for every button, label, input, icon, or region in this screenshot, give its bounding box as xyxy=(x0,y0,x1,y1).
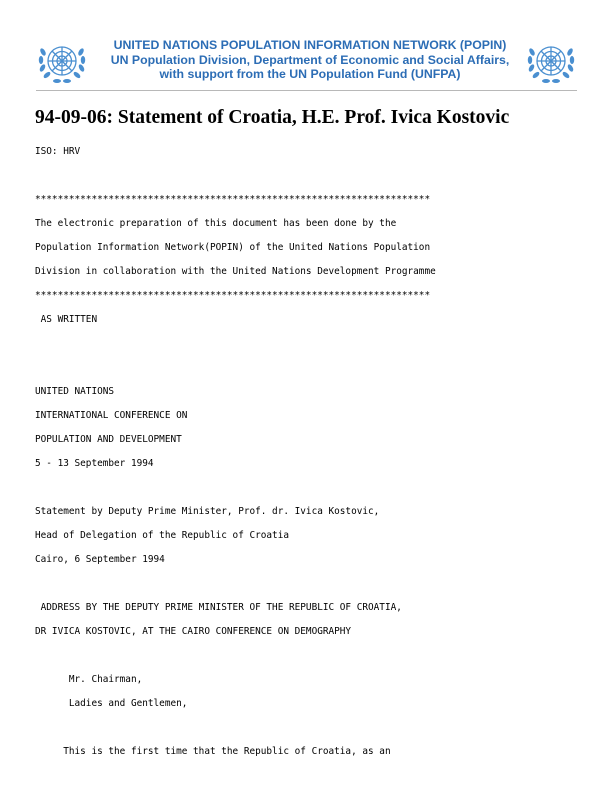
statement-by-line: Statement by Deputy Prime Minister, Prof. dr. Ivica Kostovic, xyxy=(35,506,380,517)
org-name: UNITED NATIONS xyxy=(35,386,115,397)
separator-stars: ********************************************************************** xyxy=(35,194,431,205)
salutation-line: Mr. Chairman, xyxy=(35,674,143,685)
header-line-3: with support from the UN Population Fund (UNFPA) xyxy=(159,67,461,81)
delegation-line: Head of Delegation of the Republic of Croatia xyxy=(35,530,289,541)
header-line-2: UN Population Division, Department of Economic and Social Affairs, xyxy=(110,52,510,67)
iso-code: ISO: HRV xyxy=(35,146,81,157)
un-emblem-icon xyxy=(526,38,576,88)
prep-note-line: Population Information Network(POPIN) of the United Nations Population xyxy=(35,242,431,253)
header-divider xyxy=(36,90,577,91)
un-emblem-icon xyxy=(37,38,87,88)
as-written-note: AS WRITTEN xyxy=(35,314,98,325)
salutation-line: Ladies and Gentlemen, xyxy=(35,698,188,709)
conference-name-line: INTERNATIONAL CONFERENCE ON xyxy=(35,410,188,421)
popin-header-title xyxy=(90,38,530,82)
place-date-line: Cairo, 6 September 1994 xyxy=(35,554,165,565)
body-paragraph: This is the first time that the Republic of Croatia, as an xyxy=(35,746,391,757)
prep-note-line: The electronic preparation of this document has been done by the xyxy=(35,218,397,229)
address-heading-line: ADDRESS BY THE DEPUTY PRIME MINISTER OF THE REPUBLIC OF CROATIA, xyxy=(35,602,402,613)
prep-note-line: Division in collaboration with the United Nations Development Programme xyxy=(35,266,436,277)
conference-dates: 5 - 13 September 1994 xyxy=(35,458,154,469)
address-heading-line: DR IVICA KOSTOVIC, AT THE CAIRO CONFERENCE ON DEMOGRAPHY xyxy=(35,626,352,637)
page-header xyxy=(0,0,612,92)
document-title: 94-09-06: Statement of Croatia, H.E. Prof. Ivica Kostovic xyxy=(35,107,510,128)
header-line-1: UNITED NATIONS POPULATION INFORMATION NETWORK (POPIN) xyxy=(113,38,507,52)
separator-stars: ********************************************************************** xyxy=(35,290,431,301)
conference-name-line: POPULATION AND DEVELOPMENT xyxy=(35,434,182,445)
